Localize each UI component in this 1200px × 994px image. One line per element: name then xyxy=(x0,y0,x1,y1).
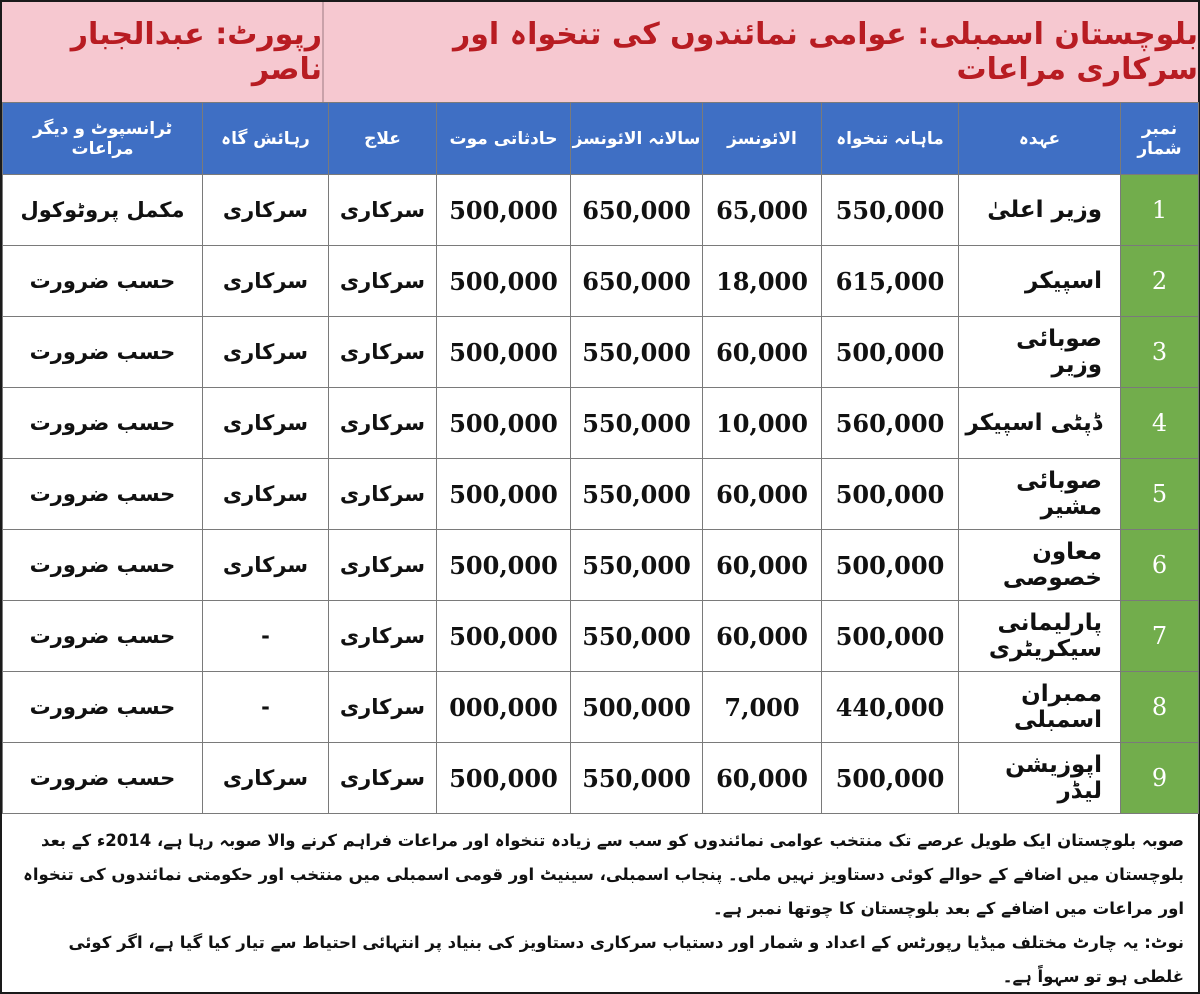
cell-monthly-salary: 560,000 xyxy=(822,388,959,459)
cell-monthly-salary: 550,000 xyxy=(822,175,959,246)
cell-accidental-death: 500,000 xyxy=(437,459,571,530)
table-row xyxy=(3,601,1199,672)
page-title: بلوچستان اسمبلی: عوامی نمائندوں کی تنخواہ اور سرکاری مراعات xyxy=(452,17,1198,87)
header-row xyxy=(3,103,1199,175)
col-header-designation: عہدہ xyxy=(959,103,1121,175)
cell-serial: 9 xyxy=(1121,743,1199,814)
col-header-residence: رہائش گاہ xyxy=(203,103,329,175)
cell-transport: حسب ضرورت xyxy=(3,459,203,530)
cell-annual-allowances: 500,000 xyxy=(571,672,703,743)
cell-serial: 7 xyxy=(1121,601,1199,672)
cell-medical: سرکاری xyxy=(329,672,437,743)
cell-allowances: 60,000 xyxy=(703,530,822,601)
cell-allowances: 65,000 xyxy=(703,175,822,246)
cell-residence: سرکاری xyxy=(203,317,329,388)
cell-residence: سرکاری xyxy=(203,459,329,530)
cell-annual-allowances: 550,000 xyxy=(571,388,703,459)
cell-designation: ڈپٹی اسپیکر xyxy=(959,388,1121,459)
notes-section xyxy=(2,810,1198,992)
cell-residence: - xyxy=(203,601,329,672)
cell-allowances: 10,000 xyxy=(703,388,822,459)
cell-accidental-death: 500,000 xyxy=(437,317,571,388)
cell-annual-allowances: 650,000 xyxy=(571,246,703,317)
cell-annual-allowances: 550,000 xyxy=(571,601,703,672)
cell-medical: سرکاری xyxy=(329,317,437,388)
cell-serial: 5 xyxy=(1121,459,1199,530)
cell-allowances: 60,000 xyxy=(703,601,822,672)
cell-designation: پارلیمانی سیکریٹری xyxy=(959,601,1121,672)
cell-medical: سرکاری xyxy=(329,530,437,601)
cell-accidental-death: 500,000 xyxy=(437,601,571,672)
cell-annual-allowances: 650,000 xyxy=(571,175,703,246)
cell-monthly-salary: 500,000 xyxy=(822,601,959,672)
reporter-box xyxy=(2,2,324,102)
cell-medical: سرکاری xyxy=(329,743,437,814)
col-header-transport: ٹرانسپوٹ و دیگر مراعات xyxy=(3,103,203,175)
cell-annual-allowances: 550,000 xyxy=(571,459,703,530)
table-row xyxy=(3,459,1199,530)
cell-residence: سرکاری xyxy=(203,743,329,814)
col-header-serial: نمبر شمار xyxy=(1121,103,1199,175)
cell-monthly-salary: 500,000 xyxy=(822,317,959,388)
col-header-annual-allowances: سالانہ الائونسز xyxy=(571,103,703,175)
cell-designation: صوبائی مشیر xyxy=(959,459,1121,530)
cell-medical: سرکاری xyxy=(329,175,437,246)
cell-accidental-death: 500,000 xyxy=(437,388,571,459)
reporter-credit: رپورٹ: عبدالجبار ناصر xyxy=(70,17,322,87)
cell-designation: وزیر اعلیٰ xyxy=(959,175,1121,246)
cell-transport: حسب ضرورت xyxy=(3,672,203,743)
title-box xyxy=(324,2,1198,102)
cell-residence: سرکاری xyxy=(203,530,329,601)
cell-monthly-salary: 500,000 xyxy=(822,743,959,814)
cell-medical: سرکاری xyxy=(329,246,437,317)
cell-accidental-death: 500,000 xyxy=(437,743,571,814)
cell-residence: سرکاری xyxy=(203,246,329,317)
col-header-monthly-salary: ماہانہ تنخواہ xyxy=(822,103,959,175)
cell-allowances: 18,000 xyxy=(703,246,822,317)
table-row xyxy=(3,388,1199,459)
table-row xyxy=(3,317,1199,388)
table-row xyxy=(3,672,1199,743)
cell-monthly-salary: 500,000 xyxy=(822,459,959,530)
cell-allowances: 60,000 xyxy=(703,459,822,530)
table-row xyxy=(3,530,1199,601)
cell-monthly-salary: 500,000 xyxy=(822,530,959,601)
cell-annual-allowances: 550,000 xyxy=(571,530,703,601)
cell-designation: اسپیکر xyxy=(959,246,1121,317)
cell-transport: حسب ضرورت xyxy=(3,743,203,814)
table-row xyxy=(3,175,1199,246)
cell-transport: حسب ضرورت xyxy=(3,246,203,317)
cell-transport: حسب ضرورت xyxy=(3,388,203,459)
col-header-medical: علاج xyxy=(329,103,437,175)
cell-designation: اپوزیشن لیڈر xyxy=(959,743,1121,814)
cell-medical: سرکاری xyxy=(329,459,437,530)
cell-annual-allowances: 550,000 xyxy=(571,317,703,388)
cell-transport: حسب ضرورت xyxy=(3,530,203,601)
cell-residence: سرکاری xyxy=(203,388,329,459)
cell-monthly-salary: 440,000 xyxy=(822,672,959,743)
cell-serial: 8 xyxy=(1121,672,1199,743)
cell-transport: حسب ضرورت xyxy=(3,317,203,388)
cell-accidental-death: 000,000 xyxy=(437,672,571,743)
notes-paragraph: صوبہ بلوچستان ایک طویل عرصے تک منتخب عوامی نمائندوں کو سب سے زیادہ تنخواہ اور مراعات فراہم کرنے والا صوبہ رہا ہے، 2014ء کے بعد بلوچستان میں اضافے کے حوالے کوئی دستاویز نہیں ملی۔ پنجاب اسمبلی، سینیٹ اور قومی اسمبلی میں منتخب اور حکومتی نمائندوں کی تنخواہ اور مراعات میں اضافے کے بعد بلوچستان کا چوتھا نمبر ہے۔ xyxy=(23,831,1184,918)
cell-serial: 3 xyxy=(1121,317,1199,388)
cell-monthly-salary: 615,000 xyxy=(822,246,959,317)
cell-accidental-death: 500,000 xyxy=(437,175,571,246)
benefits-table xyxy=(2,102,1199,814)
cell-transport: حسب ضرورت xyxy=(3,601,203,672)
table-row xyxy=(3,246,1199,317)
col-header-allowances: الائونسز xyxy=(703,103,822,175)
header xyxy=(2,2,1198,102)
table-row xyxy=(3,743,1199,814)
cell-serial: 2 xyxy=(1121,246,1199,317)
cell-residence: - xyxy=(203,672,329,743)
cell-designation: صوبائی وزیر xyxy=(959,317,1121,388)
cell-allowances: 7,000 xyxy=(703,672,822,743)
cell-allowances: 60,000 xyxy=(703,317,822,388)
cell-serial: 1 xyxy=(1121,175,1199,246)
col-header-accidental-death: حادثاتی موت xyxy=(437,103,571,175)
cell-serial: 4 xyxy=(1121,388,1199,459)
disclaimer-note: نوٹ: یہ چارٹ مختلف میڈیا رپورٹس کے اعداد و شمار اور دستیاب سرکاری دستاویز کی بنیاد پر انتہائی احتیاط سے تیار کیا گیا ہے، اگر کوئی غلطی ہو تو سہواً ہے۔ xyxy=(68,933,1184,986)
cell-residence: سرکاری xyxy=(203,175,329,246)
cell-accidental-death: 500,000 xyxy=(437,246,571,317)
cell-designation: معاون خصوصی xyxy=(959,530,1121,601)
cell-designation: ممبران اسمبلی xyxy=(959,672,1121,743)
cell-transport: مکمل پروٹوکول xyxy=(3,175,203,246)
cell-serial: 6 xyxy=(1121,530,1199,601)
cell-medical: سرکاری xyxy=(329,388,437,459)
cell-annual-allowances: 550,000 xyxy=(571,743,703,814)
cell-medical: سرکاری xyxy=(329,601,437,672)
cell-allowances: 60,000 xyxy=(703,743,822,814)
cell-accidental-death: 500,000 xyxy=(437,530,571,601)
